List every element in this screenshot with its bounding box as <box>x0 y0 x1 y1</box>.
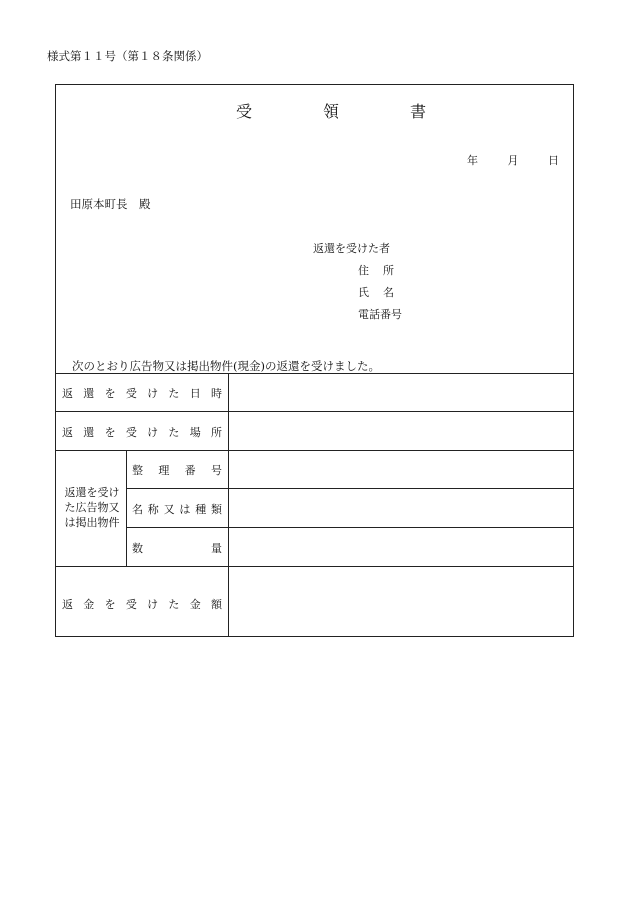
label-char: 数 <box>132 542 143 555</box>
label-char: 名 <box>132 503 143 516</box>
label-char: 場 <box>189 426 201 439</box>
day-label: 日 <box>548 154 559 167</box>
label-char: け <box>147 387 159 400</box>
label-char: 還 <box>83 426 95 439</box>
label-char: 類 <box>210 503 222 516</box>
group-label-line: た広告物又 <box>64 501 120 514</box>
name-or-type-label <box>132 501 222 517</box>
returned-item-group-label <box>60 485 124 530</box>
label-char: 番 <box>184 464 196 477</box>
address-char: 所 <box>383 264 394 277</box>
label-char: を <box>104 387 116 400</box>
form-number: 様式第１１号（第１８条関係） <box>47 49 208 63</box>
quantity-field[interactable] <box>229 528 573 566</box>
ref-number-label <box>132 462 222 478</box>
return-datetime-field[interactable] <box>229 374 573 411</box>
return-datetime-label <box>62 385 222 401</box>
ref-number-field[interactable] <box>229 451 573 488</box>
label-char: を <box>104 598 116 611</box>
label-char: け <box>147 426 159 439</box>
quantity-label <box>132 540 222 556</box>
recipient-phone-label: 電話番号 <box>358 308 402 321</box>
label-char: 返 <box>62 387 73 400</box>
label-char: 理 <box>158 464 170 477</box>
label-char: 時 <box>210 387 222 400</box>
month-label: 月 <box>507 154 519 167</box>
label-char: 号 <box>210 464 222 477</box>
label-char: 額 <box>210 598 222 611</box>
recipient-address-label <box>358 262 394 278</box>
label-char: 受 <box>125 426 137 439</box>
group-label-line: 返還を受け <box>64 486 120 499</box>
return-place-field[interactable] <box>229 412 573 450</box>
group-label-line: は掲出物件 <box>64 516 120 529</box>
label-char: た <box>168 426 180 439</box>
label-char: 所 <box>210 426 222 439</box>
label-char: を <box>104 426 116 439</box>
title-char: 受 <box>236 102 253 121</box>
statement-text: 次のとおり広告物又は掲出物件(現金)の返還を受けました。 <box>72 359 380 373</box>
label-char: 整 <box>132 464 143 477</box>
title-char: 領 <box>322 102 339 121</box>
label-char: 称 <box>147 503 159 516</box>
recipient-heading: 返還を受けた者 <box>313 242 390 255</box>
label-char: た <box>168 598 180 611</box>
label-char: た <box>168 387 180 400</box>
refund-amount-label <box>62 596 222 612</box>
group-column-divider <box>126 450 127 566</box>
refund-amount-field[interactable] <box>229 567 573 636</box>
label-char: 返 <box>62 426 73 439</box>
receipt-form <box>55 84 574 637</box>
label-char: け <box>147 598 159 611</box>
label-char: は <box>179 503 191 516</box>
year-label: 年 <box>467 154 478 167</box>
label-char: 受 <box>125 387 137 400</box>
date-line <box>467 152 559 168</box>
addressee: 田原本町長 殿 <box>70 197 151 211</box>
label-char: 金 <box>83 598 95 611</box>
name-char: 名 <box>383 286 394 299</box>
address-char: 住 <box>358 264 369 277</box>
label-char: 又 <box>163 503 175 516</box>
name-char: 氏 <box>358 286 369 299</box>
return-place-label <box>62 424 222 440</box>
title-char: 書 <box>409 102 426 121</box>
label-char: 受 <box>125 598 137 611</box>
name-or-type-field[interactable] <box>229 489 573 527</box>
label-char: 日 <box>189 387 201 400</box>
label-char: 量 <box>211 542 222 555</box>
label-char: 金 <box>189 598 201 611</box>
label-char: 還 <box>83 387 95 400</box>
label-char: 種 <box>195 503 207 516</box>
label-char: 返 <box>62 598 73 611</box>
recipient-name-label <box>358 284 394 300</box>
document-title <box>236 99 426 122</box>
